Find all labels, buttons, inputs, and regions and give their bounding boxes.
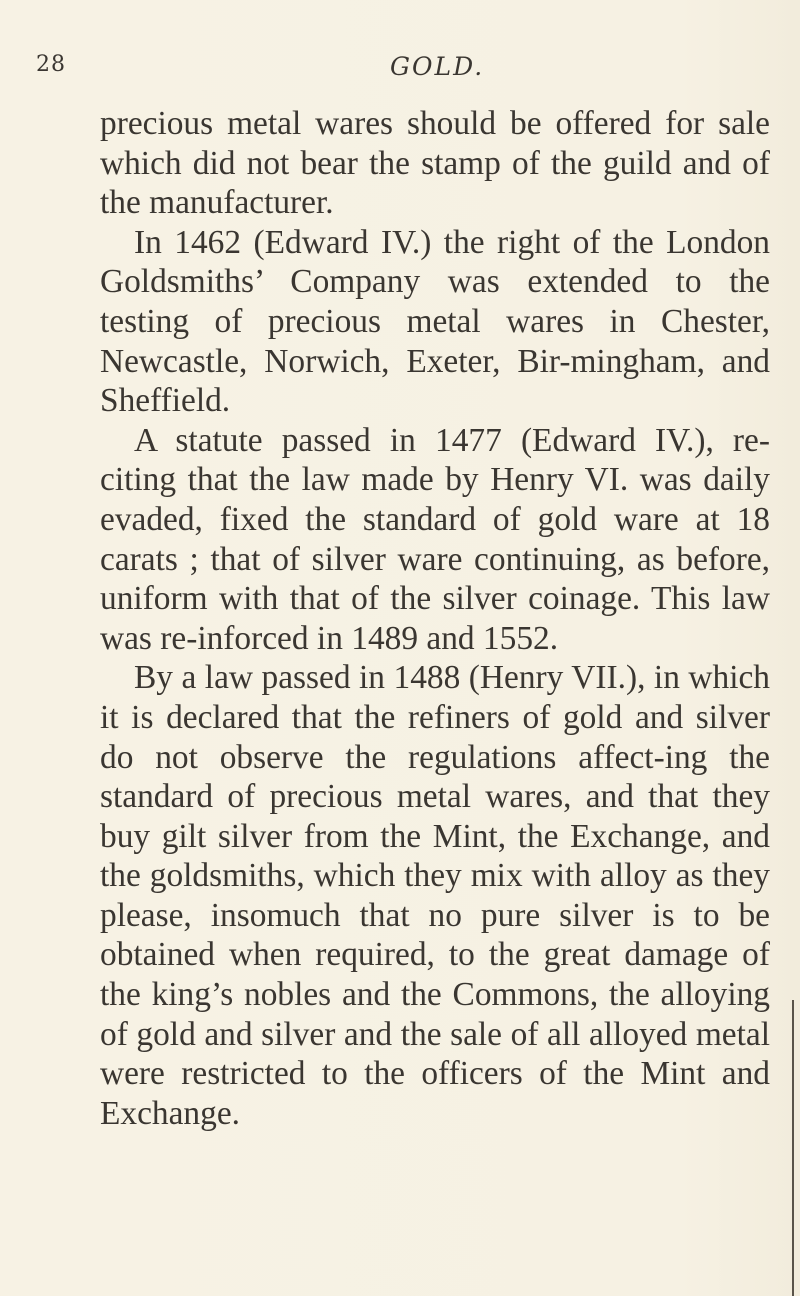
body-text [100,104,770,1133]
page-header [0,52,800,92]
running-head: GOLD. [390,52,485,81]
page-number: 28 [36,52,66,77]
paragraph-1: precious metal wares should be offered for sale which did not bear the stamp of the guild and of the manufacturer. [100,105,770,222]
paragraph-3: A statute passed in 1477 (Edward IV.), re-citing that the law made by Henry VI. was daily evaded, fixed the standard of gold ware at 18 carats ; that of silver ware continuing, as before, uniform with that of the silver coinage. This law was re-inforced in 1489 and 1552. [100,421,770,657]
paragraph-2: In 1462 (Edward IV.) the right of the London Goldsmiths’ Company was extended to the testing of precious metal wares in Chester, Newcastle, Norwich, Exeter, Bir-mingham, and Sheffield. [100,223,770,420]
paragraph-4: By a law passed in 1488 (Henry VII.), in which it is declared that the refiners of gold and silver do not observe the regulations affect-ing the standard of precious metal wares, and that they buy gilt silver from the Mint, the Exchange, and the goldsmiths, which they mix with alloy as they please, insomuch that no pure silver is to be obtained when required, to the great damage of the king’s nobles and the Commons, the alloying of gold and silver and the sale of all alloyed metal were restricted to the officers of the Mint and Exchange. [100,659,770,1132]
page-edge-shadow [792,1000,794,1296]
